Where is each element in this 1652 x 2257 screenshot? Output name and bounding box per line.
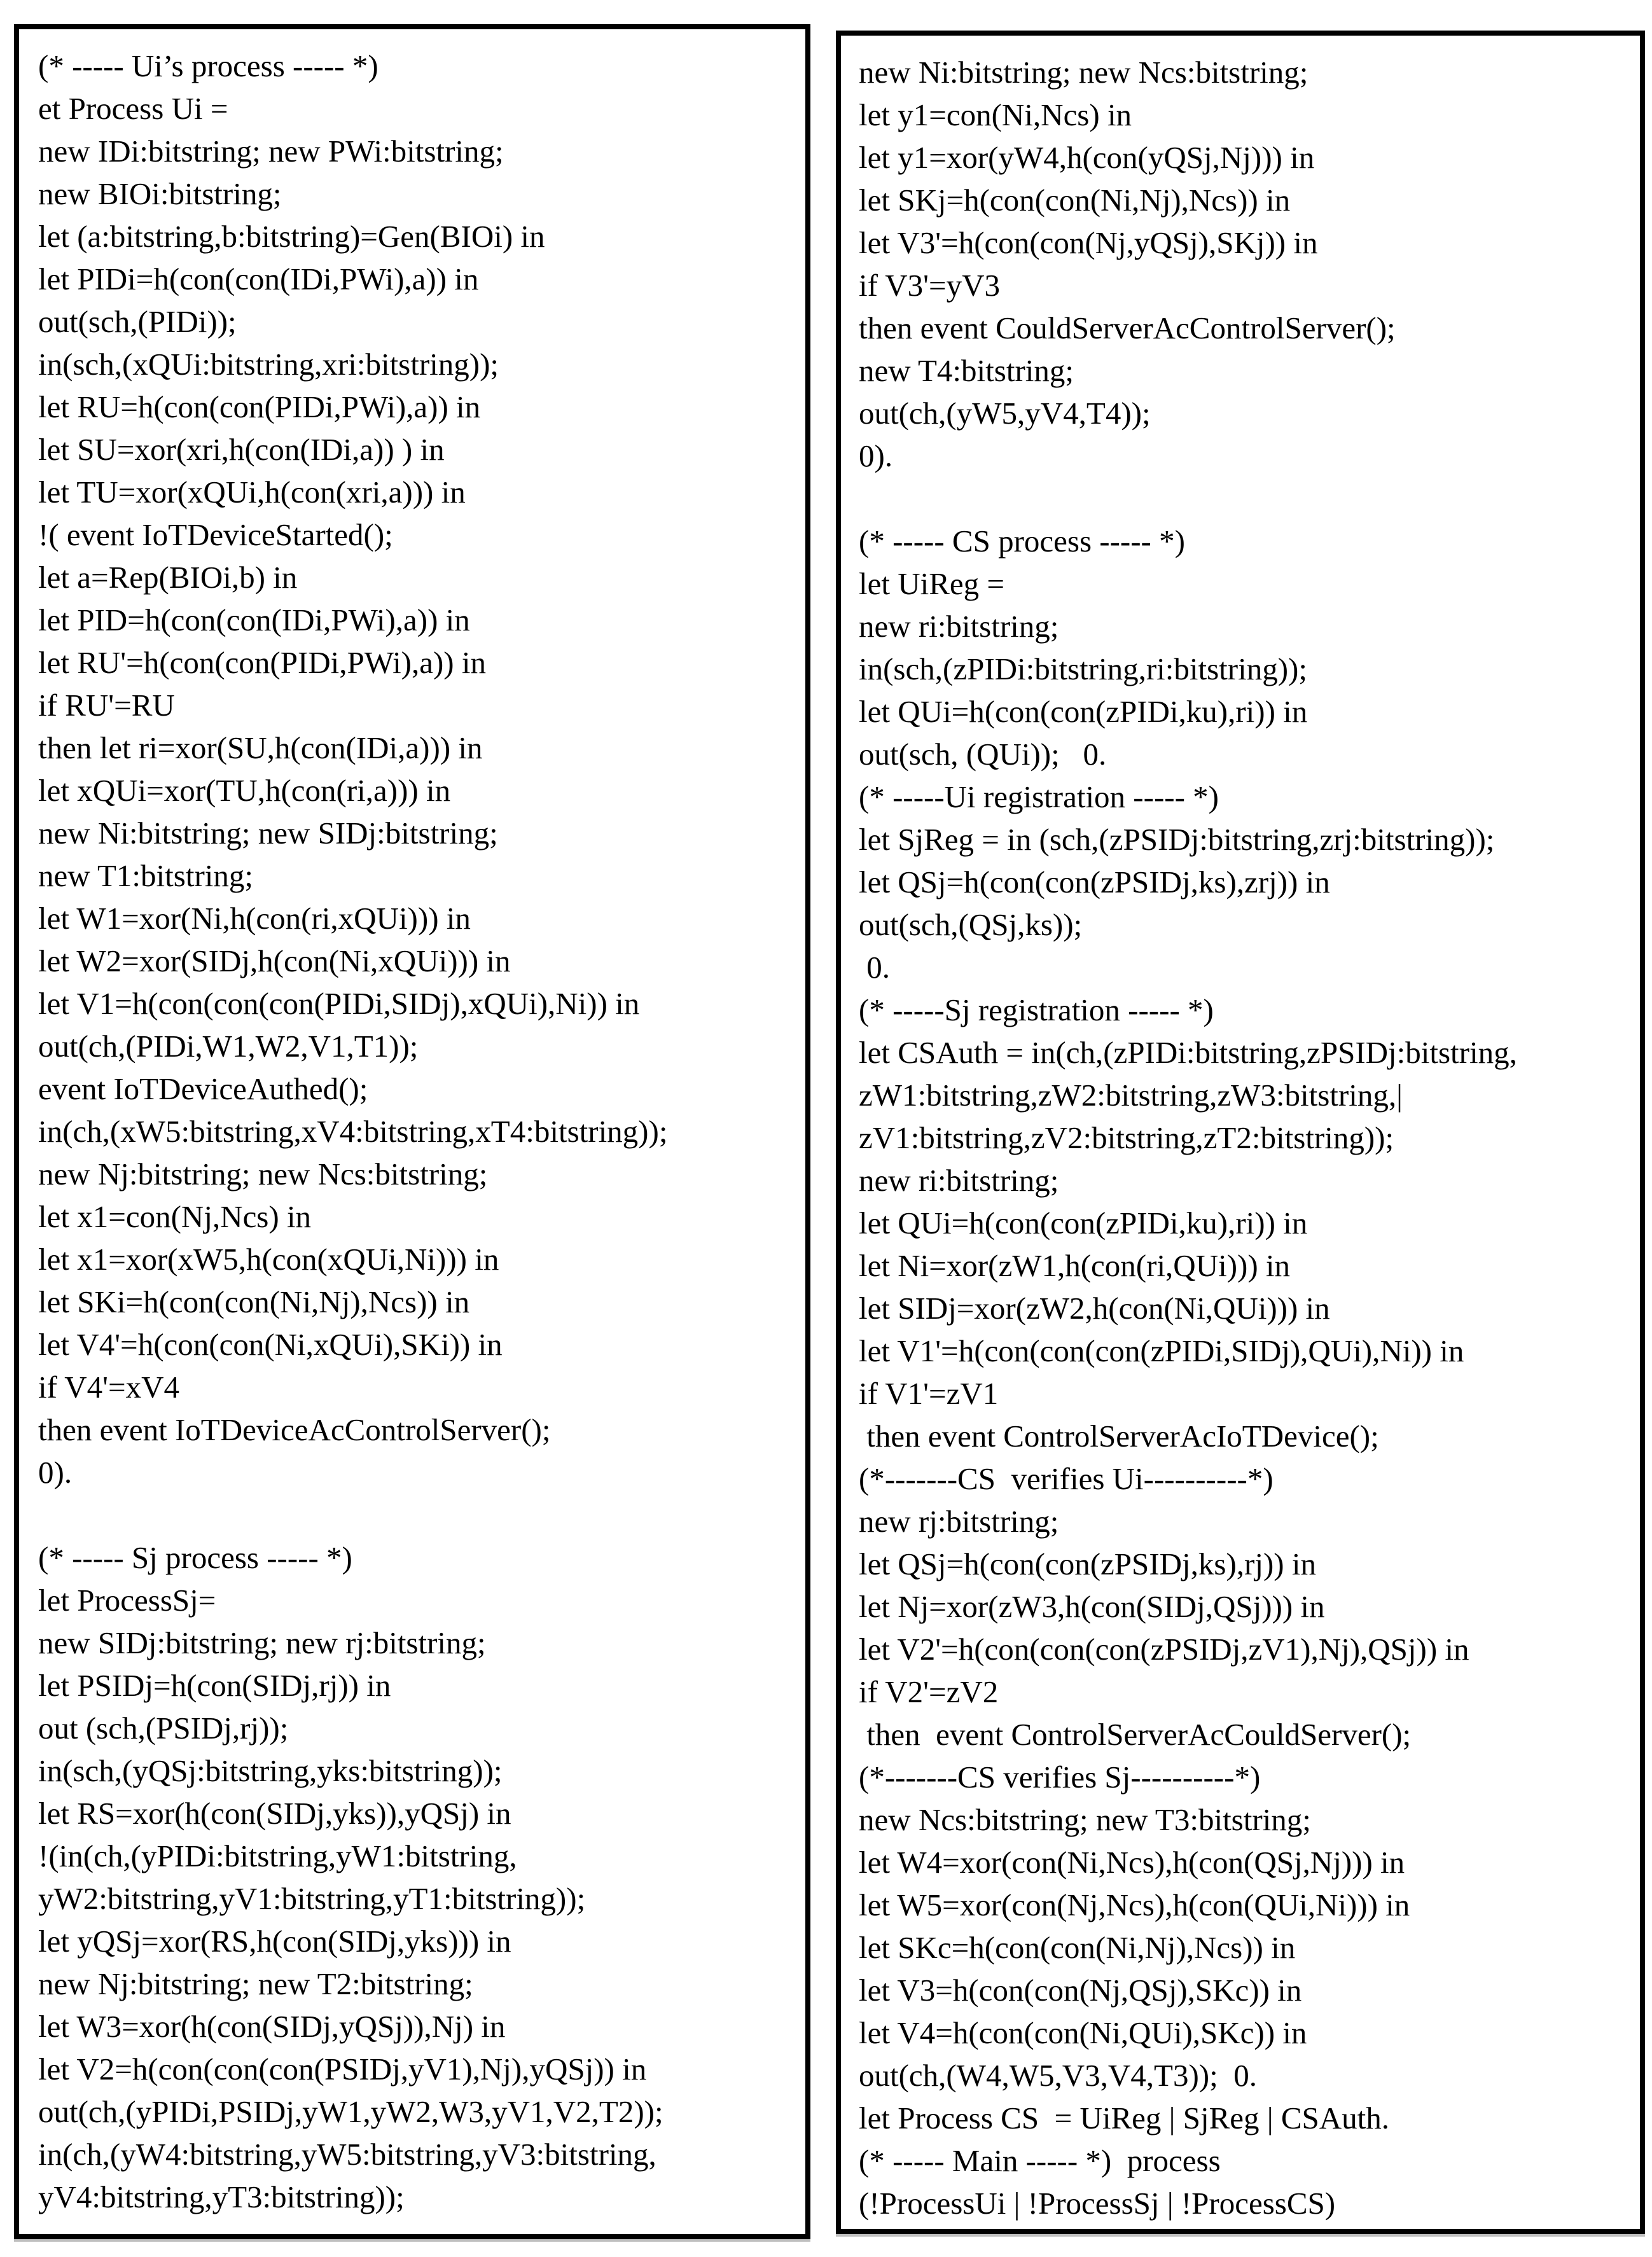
code-line: in(ch,(yW4:bitstring,yW5:bitstring,yV3:bitstring, — [38, 2137, 656, 2172]
code-line: out(sch,(QSj,ks)); — [859, 907, 1083, 942]
code-line: new Nj:bitstring; new T2:bitstring; — [38, 1966, 473, 2001]
code-line: yW2:bitstring,yV1:bitstring,yT1:bitstring)); — [38, 1881, 586, 1916]
code-line: let y1=xor(yW4,h(con(yQSj,Nj))) in — [859, 140, 1315, 175]
code-line: let V3=h(con(con(Nj,QSj),SKc)) in — [859, 1973, 1302, 2008]
code-line: (* ----- Ui’s process ----- *) — [38, 48, 378, 83]
code-line: 0). — [38, 1455, 73, 1490]
code-line: let V4=h(con(con(Ni,QUi),SKc)) in — [859, 2015, 1307, 2050]
code-line: let SjReg = in (sch,(zPSIDj:bitstring,zrj:bitstring)); — [859, 822, 1495, 857]
code-line: let SU=xor(xri,h(con(IDi,a)) ) in — [38, 432, 445, 467]
code-line: if RU'=RU — [38, 688, 175, 723]
code-line: let SKj=h(con(con(Ni,Nj),Ncs)) in — [859, 183, 1291, 218]
code-line: let QSj=h(con(con(zPSIDj,ks),zrj)) in — [859, 865, 1330, 899]
code-line: et Process Ui = — [38, 91, 228, 126]
code-line: then event CouldServerAcControlServer(); — [859, 310, 1396, 345]
code-line: in(sch,(yQSj:bitstring,yks:bitstring)); — [38, 1753, 503, 1788]
code-line: let RS=xor(h(con(SIDj,yks)),yQSj) in — [38, 1796, 511, 1831]
code-line: let PSIDj=h(con(SIDj,rj)) in — [38, 1668, 391, 1703]
code-line: let CSAuth = in(ch,(zPIDi:bitstring,zPSIDj:bitstring, — [859, 1035, 1517, 1070]
code-line: let Nj=xor(zW3,h(con(SIDj,QSj))) in — [859, 1589, 1325, 1624]
code-line: yV4:bitstring,yT3:bitstring)); — [38, 2179, 405, 2214]
code-line: let W4=xor(con(Ni,Ncs),h(con(QSj,Nj))) in — [859, 1845, 1405, 1880]
code-line: let V1=h(con(con(con(PIDi,SIDj),xQUi),Ni)) in — [38, 986, 640, 1021]
code-line: let Ni=xor(zW1,h(con(ri,QUi))) in — [859, 1248, 1291, 1283]
code-line: let SKi=h(con(con(Ni,Nj),Ncs)) in — [38, 1284, 470, 1319]
code-line: let W5=xor(con(Nj,Ncs),h(con(QUi,Ni))) in — [859, 1887, 1410, 1922]
code-line: in(ch,(xW5:bitstring,xV4:bitstring,xT4:bitstring)); — [38, 1114, 668, 1149]
code-line: let V1'=h(con(con(con(zPIDi,SIDj),QUi),Ni)) in — [859, 1333, 1464, 1368]
code-line: let QUi=h(con(con(zPIDi,ku),ri)) in — [859, 694, 1308, 729]
code-line: (* ----- Sj process ----- *) — [38, 1540, 352, 1575]
code-line: (* ----- CS process ----- *) — [859, 524, 1185, 559]
code-line: if V2'=zV2 — [859, 1674, 999, 1709]
code-line: let RU=h(con(con(PIDi,PWi),a)) in — [38, 389, 481, 424]
code-line: let W1=xor(Ni,h(con(ri,xQUi))) in — [38, 901, 471, 936]
code-line: then event ControlServerAcCouldServer(); — [859, 1717, 1412, 1752]
code-line: let yQSj=xor(RS,h(con(SIDj,yks))) in — [38, 1924, 511, 1959]
code-line: event IoTDeviceAuthed(); — [38, 1071, 368, 1106]
code-line: out(sch, (QUi)); 0. — [859, 737, 1107, 772]
code-line: (* -----Sj registration ----- *) — [859, 992, 1214, 1027]
code-line: zW1:bitstring,zW2:bitstring,zW3:bitstring,| — [859, 1078, 1403, 1113]
code-line: (* -----Ui registration ----- *) — [859, 779, 1219, 814]
code-line: let xQUi=xor(TU,h(con(ri,a))) in — [38, 773, 451, 808]
code-line: let TU=xor(xQUi,h(con(xri,a))) in — [38, 475, 466, 510]
code-line: let W2=xor(SIDj,h(con(Ni,xQUi))) in — [38, 943, 511, 978]
code-line: new IDi:bitstring; new PWi:bitstring; — [38, 134, 504, 169]
code-line — [859, 477, 1635, 520]
code-line: let Process CS = UiReg | SjReg | CSAuth. — [859, 2101, 1390, 2135]
code-line: let UiReg = — [859, 566, 1005, 601]
code-line: let V4'=h(con(con(Ni,xQUi),SKi)) in — [38, 1327, 503, 1362]
code-line: let W3=xor(h(con(SIDj,yQSj)),Nj) in — [38, 2009, 506, 2044]
code-line: new BIOi:bitstring; — [38, 176, 282, 211]
code-line: then let ri=xor(SU,h(con(IDi,a))) in — [38, 730, 483, 765]
code-line: new T1:bitstring; — [38, 858, 253, 893]
code-line: out(ch,(yPIDi,PSIDj,yW1,yW2,W3,yV1,V2,T2)); — [38, 2094, 663, 2129]
code-line: (* ----- Main ----- *) process — [859, 2143, 1221, 2178]
code-line: let V2'=h(con(con(con(zPSIDj,zV1),Nj),QSj)) in — [859, 1632, 1469, 1667]
code-line: !( event IoTDeviceStarted(); — [38, 517, 393, 552]
code-line: let PIDi=h(con(con(IDi,PWi),a)) in — [38, 261, 479, 296]
code-line: let x1=xor(xW5,h(con(xQUi,Ni))) in — [38, 1242, 499, 1277]
code-line: out(ch,(W4,W5,V3,V4,T3)); 0. — [859, 2058, 1257, 2093]
code-line: new Nj:bitstring; new Ncs:bitstring; — [38, 1156, 488, 1191]
code-line: 0). — [859, 438, 893, 473]
code-line: if V4'=xV4 — [38, 1370, 180, 1405]
code-line: if V3'=yV3 — [859, 268, 1001, 303]
code-line: new ri:bitstring; — [859, 609, 1059, 644]
code-line: new Ni:bitstring; new SIDj:bitstring; — [38, 816, 498, 851]
code-line: (*-------CS verifies Sj----------*) — [859, 1760, 1261, 1795]
code-line: !(in(ch,(yPIDi:bitstring,yW1:bitstring, — [38, 1838, 517, 1873]
code-line: out(ch,(PIDi,W1,W2,V1,T1)); — [38, 1029, 419, 1064]
code-line: then event ControlServerAcIoTDevice(); — [859, 1419, 1379, 1454]
code-line: let QUi=h(con(con(zPIDi,ku),ri)) in — [859, 1205, 1308, 1240]
code-line: let RU'=h(con(con(PIDi,PWi),a)) in — [38, 645, 486, 680]
code-line: (!ProcessUi | !ProcessSj | !ProcessCS) — [859, 2186, 1336, 2221]
code-line: let V2=h(con(con(con(PSIDj,yV1),Nj),yQSj)) in — [38, 2052, 647, 2087]
code-line: out(sch,(PIDi)); — [38, 304, 237, 339]
code-line: let y1=con(Ni,Ncs) in — [859, 97, 1132, 132]
code-line: out (sch,(PSIDj,rj)); — [38, 1711, 289, 1746]
code-panel-ui-sj-process — [14, 24, 810, 2239]
code-line: let SKc=h(con(con(Ni,Nj),Ncs)) in — [859, 1930, 1296, 1965]
code-line: out(ch,(yW5,yV4,T4)); — [859, 396, 1151, 431]
code-line: if V1'=zV1 — [859, 1376, 999, 1411]
code-line: let SIDj=xor(zW2,h(con(Ni,QUi))) in — [859, 1291, 1330, 1326]
code-line: let a=Rep(BIOi,b) in — [38, 560, 298, 595]
code-line — [38, 1494, 800, 1536]
code-line: let x1=con(Nj,Ncs) in — [38, 1199, 312, 1234]
code-line: in(sch,(xQUi:bitstring,xri:bitstring)); — [38, 347, 499, 382]
code-line: let PID=h(con(con(IDi,PWi),a)) in — [38, 602, 470, 637]
code-line: new Ncs:bitstring; new T3:bitstring; — [859, 1802, 1311, 1837]
code-line: let V3'=h(con(con(Nj,yQSj),SKj)) in — [859, 225, 1318, 260]
code-line: let ProcessSj= — [38, 1583, 216, 1618]
code-line: (*-------CS verifies Ui----------*) — [859, 1461, 1274, 1496]
code-line: 0. — [859, 950, 890, 985]
code-panel-cs-process — [836, 31, 1645, 2234]
code-line: new SIDj:bitstring; new rj:bitstring; — [38, 1625, 486, 1660]
code-line: let QSj=h(con(con(zPSIDj,ks),rj)) in — [859, 1546, 1316, 1581]
code-line: in(sch,(zPIDi:bitstring,ri:bitstring)); — [859, 651, 1307, 686]
code-line: let (a:bitstring,b:bitstring)=Gen(BIOi) in — [38, 219, 545, 254]
code-line: new rj:bitstring; — [859, 1504, 1059, 1539]
code-line: new Ni:bitstring; new Ncs:bitstring; — [859, 55, 1308, 90]
code-line: new ri:bitstring; — [859, 1163, 1059, 1198]
code-line: zV1:bitstring,zV2:bitstring,zT2:bitstring)); — [859, 1120, 1394, 1155]
code-line: then event IoTDeviceAcControlServer(); — [38, 1412, 551, 1447]
code-line: new T4:bitstring; — [859, 353, 1074, 388]
